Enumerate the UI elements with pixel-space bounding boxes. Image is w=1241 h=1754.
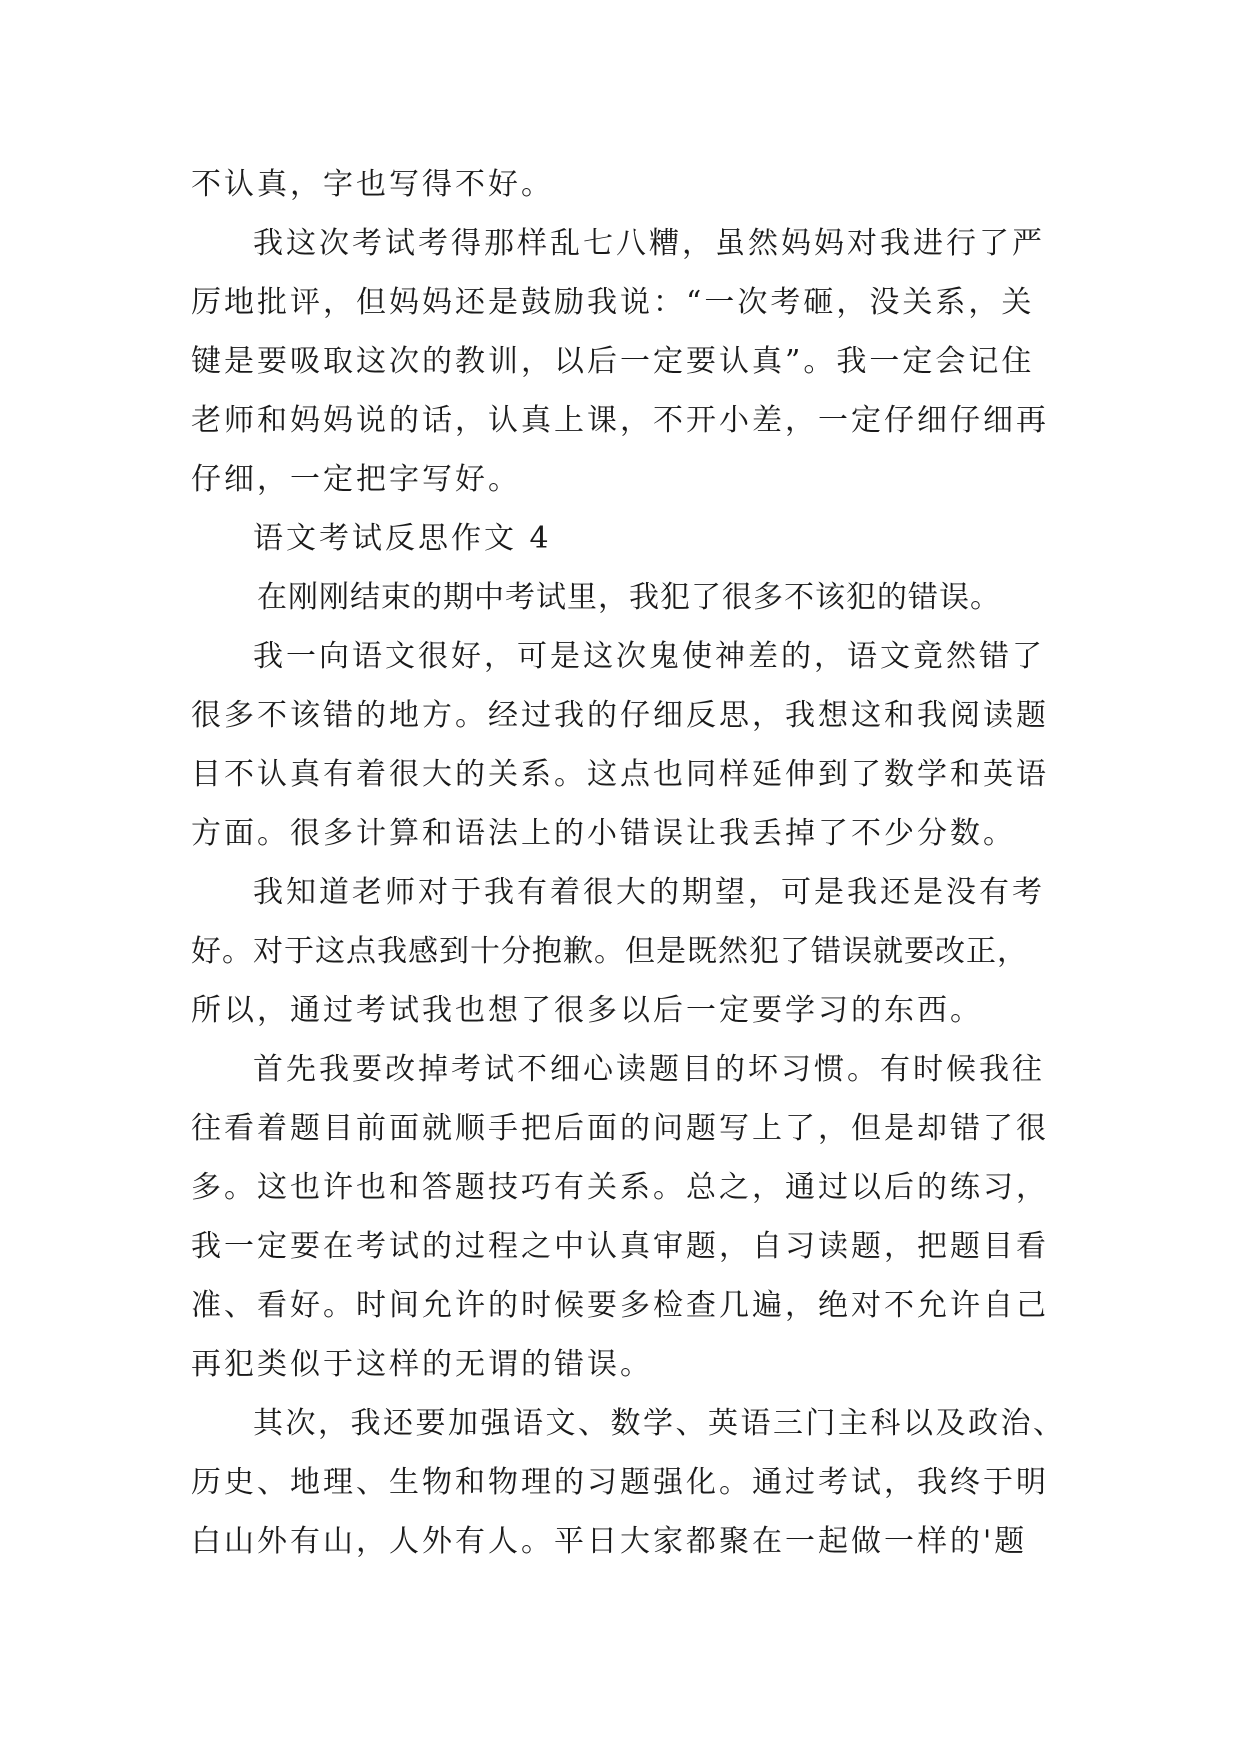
text-line: 很多不该错的地方。经过我的仔细反思，我想这和我阅读题 bbox=[191, 698, 1049, 733]
text-line: 我一定要在考试的过程之中认真审题，自习读题，把题目看 bbox=[191, 1229, 1049, 1264]
text-line: 再犯类似于这样的无谓的错误。 bbox=[191, 1347, 653, 1382]
text-line: 往看着题目前面就顺手把后面的问题写上了，但是却错了很 bbox=[191, 1111, 1049, 1146]
text-line: 厉地批评，但妈妈还是鼓励我说：“一次考砸，没关系，关 bbox=[191, 285, 1035, 320]
text-line: 白山外有山，人外有人。平日大家都聚在一起做一样的'题 bbox=[191, 1524, 1028, 1559]
text-line: 仔细，一定把字写好。 bbox=[191, 462, 521, 497]
text-line: 多。这也许也和答题技巧有关系。总之，通过以后的练习， bbox=[191, 1170, 1049, 1205]
text-line: 方面。很多计算和语法上的小错误让我丢掉了不少分数。 bbox=[191, 816, 1016, 851]
paragraph-start-line: 其次，我还要加强语文、数学、英语三门主科以及政治、 bbox=[253, 1406, 1066, 1441]
text-line: 历史、地理、生物和物理的习题强化。通过考试，我终于明 bbox=[191, 1465, 1049, 1500]
text-line: 目不认真有着很大的关系。这点也同样延伸到了数学和英语 bbox=[191, 757, 1049, 792]
paragraph-start-line: 在刚刚结束的期中考试里，我犯了很多不该犯的错误。 bbox=[257, 580, 1001, 615]
text-line: 准、看好。时间允许的时候要多检查几遍，绝对不允许自己 bbox=[191, 1288, 1049, 1323]
text-line: 老师和妈妈说的话，认真上课，不开小差，一定仔细仔细再 bbox=[191, 403, 1049, 438]
text-line: 所以，通过考试我也想了很多以后一定要学习的东西。 bbox=[191, 993, 983, 1028]
paragraph-start-line: 我这次考试考得那样乱七八糟，虽然妈妈对我进行了严 bbox=[253, 226, 1045, 261]
paragraph-start-line: 我一向语文很好，可是这次鬼使神差的，语文竟然错了 bbox=[253, 639, 1045, 674]
text-line: 键是要吸取这次的教训，以后一定要认真”。我一定会记住 bbox=[191, 344, 1035, 379]
paragraph-start-line: 我知道老师对于我有着很大的期望，可是我还是没有考 bbox=[253, 875, 1045, 910]
paragraph-start-line: 首先我要改掉考试不细心读题目的坏习惯。有时候我往 bbox=[253, 1052, 1045, 1087]
text-line: 好。对于这点我感到十分抱歉。但是既然犯了错误就要改正， bbox=[191, 934, 1028, 969]
text-line: 不认真，字也写得不好。 bbox=[191, 167, 554, 202]
section-heading: 语文考试反思作文 4 bbox=[253, 521, 552, 556]
essay-text bbox=[191, 155, 1071, 1571]
